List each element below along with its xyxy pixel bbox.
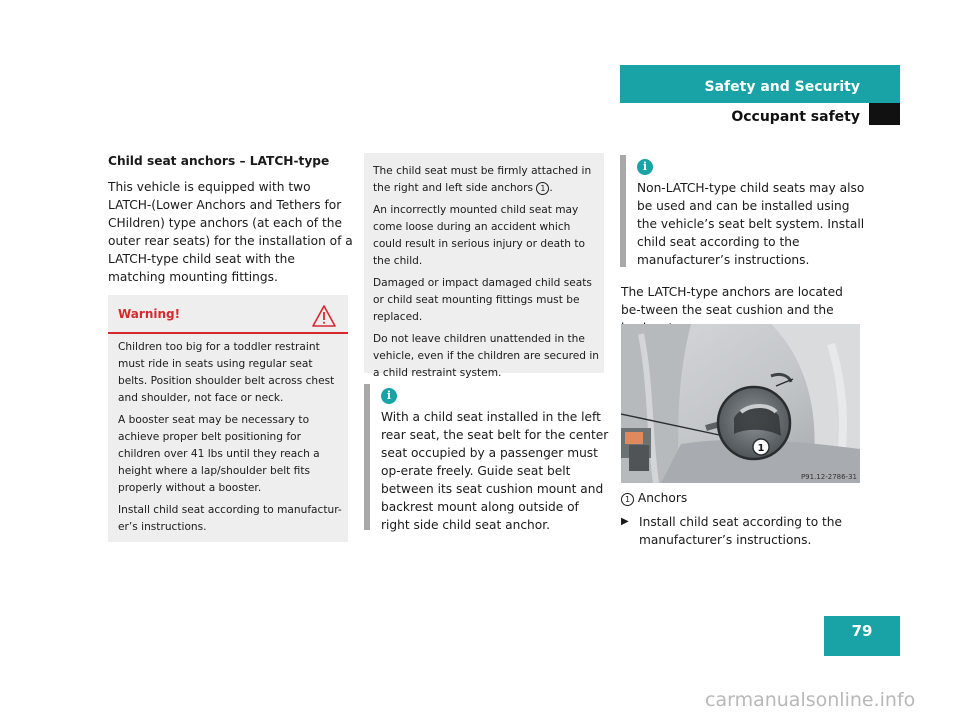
instruction-text: Install child seat according to the manufacturer’s instructions. — [639, 515, 843, 547]
warning-title: Warning! — [118, 307, 181, 321]
info-icon: i — [381, 388, 397, 404]
image-caption — [621, 489, 687, 507]
notice-body — [373, 163, 599, 387]
info-text: Non-LATCH-type child seats may also be used and can be installed using the vehicle’s seat belt system. Install child seat according to the manufacturer’s instructions. — [637, 181, 865, 267]
header-marker-block — [869, 103, 900, 125]
warning-paragraph: Children too big for a toddler restraint must ride in seats using regular seat belts. Position shoulder belt across chest and shoulder, not face or neck. — [118, 341, 335, 404]
section-heading: Child seat anchors – LATCH-type — [108, 154, 330, 168]
callout-ref: 1 — [621, 493, 634, 506]
warning-body — [118, 339, 342, 541]
chapter-title: Safety and Security — [704, 79, 860, 95]
warning-paragraph: Install child seat according to manufactur-er’s instructions. — [118, 504, 342, 533]
anchor-location-image — [621, 324, 860, 483]
notice-paragraph: Damaged or impact damaged child seats or child seat mounting fittings must be replaced. — [373, 277, 592, 323]
intro-paragraph: This vehicle is equipped with two LATCH-(Lower Anchors and Tethers for CHildren) type anchors (at each of the outer rear seats) for the installation of a LATCH-type child seat with the matching mounting fittings. — [108, 180, 353, 284]
warning-box — [108, 295, 348, 542]
info-icon: i — [637, 159, 653, 175]
caption-label: Anchors — [637, 491, 688, 505]
page-number: 79 — [824, 616, 900, 656]
notice-box — [364, 153, 604, 379]
callout-ref: 1 — [536, 182, 549, 195]
warning-triangle-icon — [312, 305, 336, 327]
section-subtitle: Occupant safety — [731, 109, 860, 125]
info-note-center-seat — [364, 384, 609, 530]
notice-paragraph: An incorrectly mounted child seat may come loose during an accident which could result in serious injury or death to the child. — [373, 204, 585, 267]
notice-paragraph — [373, 163, 599, 197]
info-note-non-latch — [620, 155, 869, 267]
notice-text: The child seat must be firmly attached in the right and left side anchors — [373, 165, 592, 194]
footer-watermark: carmanualsonline.info — [705, 689, 916, 711]
intro-section — [108, 152, 354, 286]
notice-paragraph: Do not leave children unattended in the vehicle, even if the children are secured in a child restraint system. — [373, 333, 599, 379]
warning-paragraph: A booster seat may be necessary to achieve proper belt positioning for children over 41 lbs until they reach a height where a lap/shoulder belt fits properly without a booster. — [118, 414, 320, 494]
info-text: With a child seat installed in the left rear seat, the seat belt for the center seat occupied by a passenger must op-erate freely. Guide seat belt between its seat cushion mount and backrest mount along outside of right side child seat anchor. — [381, 410, 609, 532]
instruction-item — [621, 513, 865, 549]
image-code: P91.12-2786-31 — [800, 473, 857, 481]
anchor-location-text: The LATCH-type anchors are located be-tween the seat cushion and the — [621, 285, 843, 317]
triangle-bullet-icon: ▶ — [621, 516, 629, 527]
image-callout-label: 1 — [757, 443, 765, 454]
notice-text-end: . — [549, 182, 553, 194]
warning-divider — [108, 332, 348, 334]
